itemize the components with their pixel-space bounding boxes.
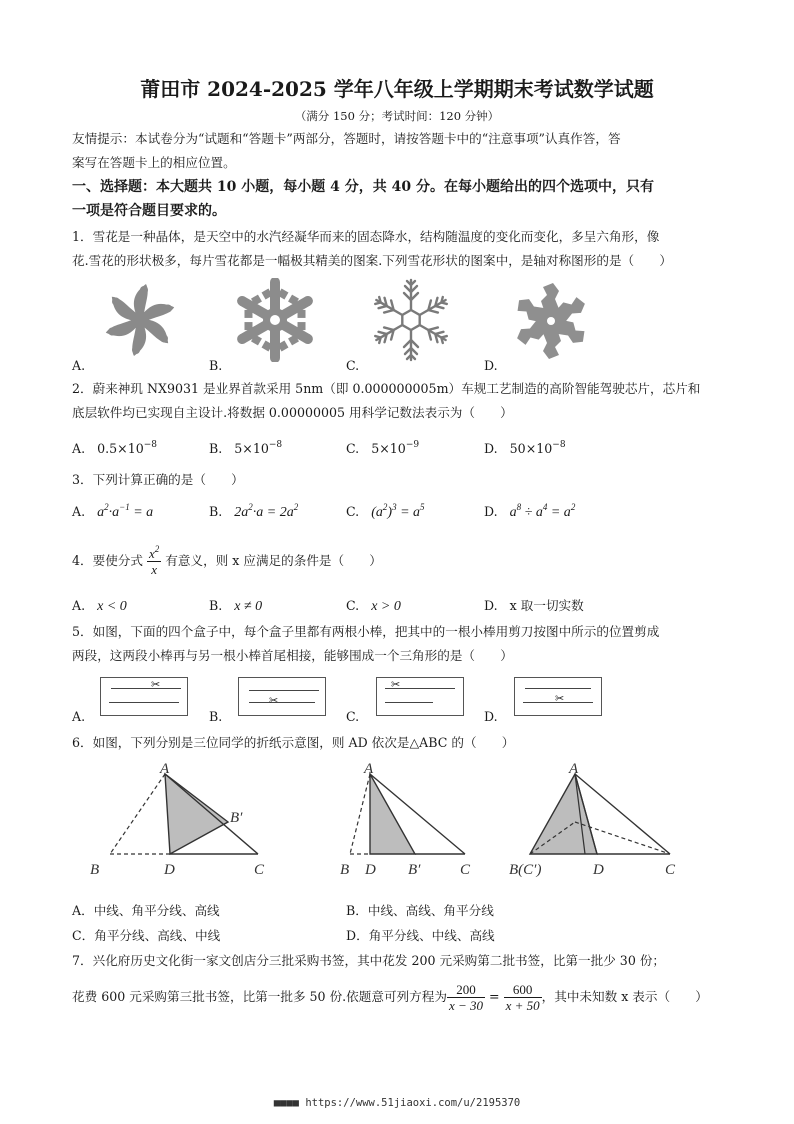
q4-option-b-label: B. — [209, 598, 223, 613]
q3-option-d-expression: $a^8 \div a^4 = a^2$ — [509, 502, 576, 520]
q5-box-c — [376, 677, 464, 716]
scissors-icon: ✂ — [269, 694, 279, 707]
q5-box-a — [100, 677, 188, 716]
q4-option-d-text: x 取一切实数 — [509, 598, 584, 613]
q6-option-d: D．角平分线、中线、高线 — [346, 928, 495, 943]
q2-option-a-coef: 0.5×10 — [97, 441, 144, 456]
q4-option-d-label: D. — [484, 598, 498, 613]
q3-option-d-label: D. — [484, 504, 498, 519]
q5-box-c-stick-bottom — [385, 702, 433, 703]
scissors-icon: ✂ — [151, 678, 161, 691]
q2-option-a-label: A. — [72, 441, 86, 456]
q1-label-a: A. — [72, 358, 86, 373]
q6-fig1-label-b: B — [90, 862, 100, 878]
q7-fraction-2 — [504, 982, 542, 1013]
q2-option-d-label: D. — [484, 441, 498, 456]
q6-fig2-dashed-side — [350, 774, 370, 854]
q3-option-c-label: C. — [346, 504, 360, 519]
q5-stem-line-2: 两段，这两段小棒再与另一根小棒首尾相接，能够围成一个三角形的是（ ） — [72, 648, 513, 663]
q6-fig2-label-bprime: B′ — [408, 862, 421, 878]
q4-stem-pre: 4．要使分式 — [72, 553, 143, 568]
snowflake-b-image — [230, 278, 320, 362]
q5-label-b: B. — [209, 709, 223, 724]
q4-option-c — [346, 597, 401, 616]
q1-label-c: C. — [346, 358, 360, 373]
q7-stem-line-2 — [72, 982, 708, 1013]
q6-fig1-label-a: A — [160, 762, 170, 777]
q4-fraction: $\frac{x^2}{x}$ — [149, 544, 160, 577]
q7-fraction-1 — [447, 982, 485, 1013]
q5-box-b — [238, 677, 326, 716]
q5-label-a: A. — [72, 709, 86, 724]
q6-fig2-label-a: A — [364, 762, 374, 777]
scissors-icon: ✂ — [391, 678, 401, 691]
q6-fig2-label-b: B — [340, 862, 350, 878]
q2-option-c-coef: 5×10 — [371, 441, 406, 456]
q1-stem-line-2: 花.雪花的形状极多，每片雪花都是一幅极其精美的图案.下列雪花形状的图案中，是轴对称图形的是（ ） — [72, 253, 672, 268]
q3-option-a — [72, 503, 153, 522]
q5-stem-line-1: 5．如图，下面的四个盒子中，每个盒子里都有两根小棒，把其中的一根小棒用剪刀按图中所示的位置剪成 — [72, 624, 660, 639]
q3-option-d — [484, 503, 575, 522]
q6-fig2-label-d: D — [365, 862, 376, 878]
q4-option-b — [209, 597, 262, 616]
snowflake-c-image — [366, 276, 456, 364]
section-heading-line-1: 一、选择题：本大题共 10 小题，每小题 4 分，共 40 分。在每小题给出的四个选项中，只有 — [72, 179, 654, 195]
q6-fig1-label-bprime: B′ — [230, 810, 243, 826]
q6-fig3-label-a: A — [569, 762, 579, 777]
snowflake-d-image — [506, 280, 596, 362]
q2-option-d-coef: 50×10 — [509, 441, 553, 456]
q6-fig3-label-b: B(C′) — [509, 862, 542, 878]
q6-fig1-label-d: D — [164, 862, 175, 878]
q4-stem-post: 有意义，则 x 应满足的条件是（ ） — [165, 553, 382, 568]
q2-option-b-coef: 5×10 — [234, 441, 269, 456]
q6-fig2-folded-region — [370, 774, 415, 854]
q5-box-d — [514, 677, 602, 716]
page-title: 莆田市 2024-2025 学年八年级上学期期末考试数学试题 — [140, 77, 654, 101]
q4-stem — [72, 546, 382, 577]
notice-line-1: 友情提示：本试卷分为“试题和“答题卡”两部分，答题时，请按答题卡中的“注意事项”认真作答，答 — [72, 131, 621, 146]
q7-fraction-2-denominator: x + 50 — [505, 998, 540, 1013]
q4-option-a — [72, 597, 127, 616]
q2-option-c-label: C. — [346, 441, 360, 456]
q4-option-b-text: x ≠ 0 — [234, 599, 263, 614]
q6-option-a: A．中线、角平分线、高线 — [72, 903, 220, 918]
q6-fig3-label-c: C — [665, 862, 676, 878]
q1-label-d: D. — [484, 358, 498, 373]
q3-stem: 3．下列计算正确的是（ ） — [72, 472, 244, 487]
q2-option-d — [484, 440, 566, 458]
q6-fig1-label-c: C — [254, 862, 265, 878]
q1-label-b: B. — [209, 358, 223, 373]
q5-box-a-stick-top — [111, 688, 181, 689]
q2-option-a-exp: −8 — [143, 440, 158, 450]
q4-option-d — [484, 597, 584, 615]
q7-fraction-1-numerator: 200 — [447, 982, 485, 998]
q6-fig1-folded-region — [165, 774, 228, 854]
q3-option-b — [209, 503, 298, 522]
q6-option-c: C．角平分线、高线、中线 — [72, 928, 221, 943]
q4-option-c-text: x > 0 — [371, 599, 401, 614]
q7-stem-line-2-pre: 花费 600 元采购第三批书签，比第一批多 50 份.依题意可列方程为 — [72, 989, 447, 1004]
q7-fraction-2-numerator: 600 — [504, 982, 542, 998]
q2-stem-line-2: 底层软件均已实现自主设计.将数据 0.00000005 用科学记数法表示为（ ） — [72, 405, 513, 420]
q6-option-b: B．中线、高线、角平分线 — [346, 903, 494, 918]
q3-option-a-label: A. — [72, 504, 86, 519]
q5-label-d: D. — [484, 709, 498, 724]
q4-option-c-label: C. — [346, 598, 360, 613]
q4-option-a-text: x < 0 — [97, 599, 127, 614]
q2-option-d-exp: −8 — [552, 440, 566, 450]
q7-fraction-1-denominator: x − 30 — [448, 998, 483, 1013]
q6-fig1-dashed-side — [110, 774, 165, 854]
q5-box-b-stick-bottom — [249, 702, 315, 703]
q6-fig3-label-d: D — [593, 862, 604, 878]
q5-box-a-stick-bottom — [109, 702, 179, 703]
q2-stem-line-1: 2．蔚来神玑 NX9031 是业界首款采用 5nm（即 0.000000005m）车规工艺制造的高阶智能驾驶芯片，芯片和 — [72, 381, 701, 396]
q7-stem-line-1: 7．兴化府历史文化街一家文创店分三批采购书签，其中花发 200 元采购第二批书签，比第一批少 30 份； — [72, 953, 666, 968]
q5-box-d-stick-top — [525, 688, 591, 689]
q2-option-b-exp: −8 — [268, 440, 283, 450]
q2-option-c — [346, 440, 419, 458]
q3-option-c-expression: $(a^2)^3 = a^5$ — [371, 502, 425, 520]
q6-fig2-label-c: C — [460, 862, 471, 878]
q6-figure-3 — [505, 762, 695, 882]
scissors-icon: ✂ — [555, 692, 565, 705]
q3-option-a-expression: $a^2\cdot a^{-1} = a$ — [97, 502, 154, 520]
section-heading-line-2: 一项是符合题目要求的。 — [72, 203, 226, 219]
q1-stem-line-1: 1．雪花是一种晶体，是天空中的水汽经凝华而来的固态降水，结构随温度的变化而变化，多呈六角形，像 — [72, 229, 660, 244]
q7-stem-line-2-post: ，其中未知数 x 表示（ ） — [541, 989, 708, 1004]
q6-figure-1 — [80, 762, 280, 882]
snowflake-a-image — [95, 280, 185, 360]
q4-option-a-label: A. — [72, 598, 86, 613]
q2-option-c-exp: −9 — [405, 440, 420, 450]
q6-figure-2 — [340, 762, 490, 882]
q6-stem: 6．如图，下列分别是三位同学的折纸示意图，则 AD 依次是△ABC 的（ ） — [72, 735, 515, 750]
q2-option-b — [209, 440, 282, 458]
q2-option-b-label: B. — [209, 441, 223, 456]
q3-option-b-expression: $2a^2\cdot a = 2a^2$ — [234, 502, 299, 520]
q2-option-a — [72, 440, 157, 458]
q3-option-b-label: B. — [209, 504, 223, 519]
q3-option-c — [346, 503, 425, 522]
q5-box-b-stick-top — [249, 690, 319, 691]
footer-url[interactable]: ■■■■ https://www.51jiaoxi.com/u/2195370 — [273, 1097, 521, 1109]
q6-fig3-folded-region — [530, 774, 597, 854]
notice-line-2: 案写在答题卡上的相应位置。 — [72, 155, 236, 170]
q7-equals: = — [489, 989, 500, 1004]
q5-label-c: C. — [346, 709, 360, 724]
page-subtitle: （满分 150 分；考试时间：120 分钟） — [294, 109, 500, 123]
